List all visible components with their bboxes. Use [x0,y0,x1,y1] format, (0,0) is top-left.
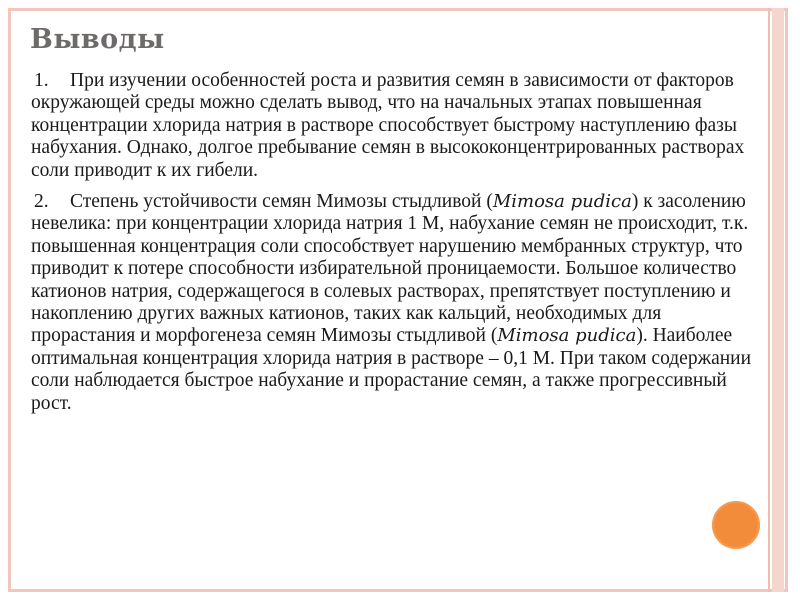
frame-border-left [8,8,11,592]
side-decorative-band [772,8,784,592]
slide-title: Выводы [30,24,165,55]
decorative-circle [712,501,760,549]
item-text: При изучении особенностей роста и развития семян в зависимости от факторов окружающей среды можно сделать вывод, что на начальных этапах повышенная концентрации хлорида натрия в растворе способствует быстрому наступлению фазы набухания. Однако, долгое пребывание семян в высококонцентрированных растворах соли приводит к их гибели. [31,70,745,181]
slide-content [31,70,769,424]
frame-border-top [8,8,788,11]
frame-border-bottom [8,589,788,592]
item-number: 1. [34,70,49,91]
latin-species-name: Mimosa pudica [492,191,632,213]
item-text-part-2: ) к засолению невелика: при концентрации хлорида натрия 1 М, набухание семян не происходит, т.к. повышенная концентрация соли способствует нарушению мембранных структур, что приводит к потере способности избирательной проницаемости. Большое количество катионов натрия, содержащегося в солевых растворах, препятствует поступлению и накоплению других важных катионов, таких как кальций, необходимых для прорастания и морфогенеза семян Мимозы стыдливой ( [31,191,749,347]
frame-border-right [785,8,788,592]
item-number: 2. [34,191,49,213]
latin-species-name: Mimosa pudica [497,325,637,347]
conclusion-item-2 [31,191,769,415]
item-text-part-3: ). Наиболее оптимальная концентрация хлорида натрия в растворе – 0,1 М. При таком содержании соли наблюдается быстрое набухание и прорастание семян, а также прогрессивный рост. [31,325,752,414]
item-text-part-1: Степень устойчивости семян Мимозы стыдливой ( [70,191,493,213]
conclusion-item-1 [31,70,769,182]
